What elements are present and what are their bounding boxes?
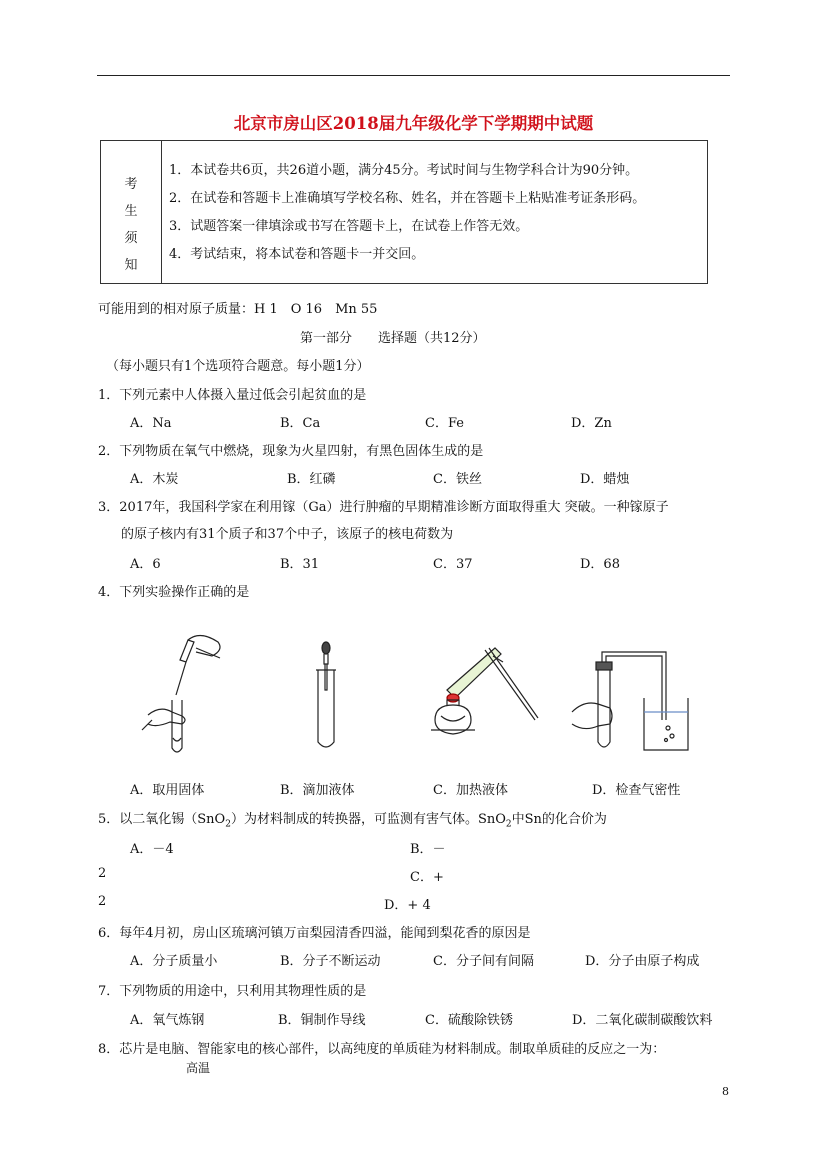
header-rule: [97, 75, 730, 76]
q2-option-c: C．铁丝: [433, 472, 482, 487]
question-5-stem: [98, 808, 607, 830]
q6-option-a: A．分子质量小: [130, 954, 218, 969]
q5-subscript: 2: [225, 819, 231, 830]
q5-stem-part: ）为材料制成的转换器，可监测有害气体。SnO: [230, 812, 506, 827]
q4-figures: [0, 620, 827, 760]
question-6-stem: 6．每年4月初，房山区琉璃河镇万亩梨园清香四溢，能闻到梨花香的原因是: [98, 926, 531, 941]
question-8-stem: 8．芯片是电脑、智能家电的核心部件，以高纯度的单质硅为材料制成。制取单质硅的反应之一为：: [98, 1042, 666, 1057]
q2-option-a: A．木炭: [130, 472, 179, 487]
q5-option-c: C．+: [410, 870, 444, 885]
q6-option-d: D．分子由原子构成: [585, 954, 700, 969]
q2-option-b: B．红磷: [287, 472, 336, 487]
page-number: 8: [722, 1085, 729, 1098]
q3-option-b: B．31: [280, 557, 320, 572]
figure-c-heating-liquid-icon: [425, 620, 540, 760]
notice-item: 1．本试卷共6页，共26道小题，满分45分。考试时间与生物学科合计为90分钟。: [169, 163, 639, 178]
atomic-masses: 可能用到的相对原子质量：H 1 O 16 Mn 55: [98, 302, 378, 317]
q1-option-d: D．Zn: [571, 416, 612, 431]
figure-b-dropping-liquid-icon: [300, 620, 360, 760]
notice-item: 2．在试卷和答题卡上准确填写学校名称、姓名，并在答题卡上粘贴准考证条形码。: [169, 191, 646, 206]
q2-option-d: D．蜡烛: [580, 472, 630, 487]
q5-option-d: D．+ 4: [384, 898, 431, 913]
question-1-stem: 1．下列元素中人体摄入量过低会引起贫血的是: [98, 388, 367, 403]
notice-label-char: 知: [124, 258, 138, 273]
q4-option-b: B．滴加液体: [280, 783, 355, 798]
figure-a-taking-solid-icon: [140, 620, 240, 760]
notice-label: [101, 141, 162, 283]
q6-option-b: B．分子不断运动: [280, 954, 381, 969]
question-2-stem: 2．下列物质在氧气中燃烧，现象为火星四射，有黑色固体生成的是: [98, 444, 484, 459]
notice-item: 3．试题答案一律填涂或书写在答题卡上，在试卷上作答无效。: [169, 219, 529, 234]
q7-option-d: D．二氧化碳制碳酸饮料: [572, 1013, 713, 1028]
q1-option-a: A．Na: [130, 416, 172, 431]
q4-option-d: D．检查气密性: [592, 783, 681, 798]
q7-option-b: B．铜制作导线: [278, 1013, 366, 1028]
q3-option-c: C．37: [433, 557, 473, 572]
q3-option-a: A．6: [130, 557, 161, 572]
q5-fragment: 2: [98, 866, 107, 881]
q3-option-d: D．68: [580, 557, 620, 572]
exam-title: 北京市房山区2018届九年级化学下学期期中试题: [233, 114, 594, 133]
notice-box: [100, 140, 708, 284]
question-3-stem-line1: 3．2017年，我国科学家在利用镓（Ga）进行肿瘤的早期精准诊断方面取得重大 突破。一种镓原子: [98, 500, 669, 515]
q1-option-b: B．Ca: [280, 416, 321, 431]
notice-label-char: 考: [124, 177, 138, 192]
notice-item: 4．考试结束，将本试卷和答题卡一并交回。: [169, 247, 425, 262]
q5-stem-part: 中Sn的化合价为: [511, 812, 607, 827]
figure-d-checking-airtightness-icon: [570, 620, 700, 760]
question-7-stem: 7．下列物质的用途中，只利用其物理性质的是: [98, 984, 367, 999]
q6-option-c: C．分子间有间隔: [433, 954, 534, 969]
section-title: 第一部分 选择题（共12分）: [300, 331, 486, 346]
q5-stem-part: 5．以二氧化锡（SnO: [98, 812, 226, 827]
q7-option-c: C．硫酸除铁锈: [425, 1013, 513, 1028]
q5-option-b: B．－: [410, 842, 446, 857]
question-4-stem: 4．下列实验操作正确的是: [98, 585, 250, 600]
notice-label-char: 须: [124, 231, 138, 246]
q4-option-a: A．取用固体: [130, 783, 205, 798]
q7-option-a: A．氧气炼钢: [130, 1013, 205, 1028]
reaction-condition: 高温: [186, 1061, 211, 1075]
question-3-stem-line2: 的原子核内有31个质子和37个中子，该原子的核电荷数为: [121, 527, 454, 542]
q4-option-c: C．加热液体: [433, 783, 508, 798]
q1-option-c: C．Fe: [425, 416, 464, 431]
q5-subscript: 2: [505, 819, 512, 830]
q5-fragment: 2: [98, 894, 107, 909]
q5-option-a: A．－4: [130, 842, 174, 857]
notice-label-char: 生: [124, 204, 138, 219]
section-note: （每小题只有1个选项符合题意。每小题1分）: [106, 359, 370, 374]
